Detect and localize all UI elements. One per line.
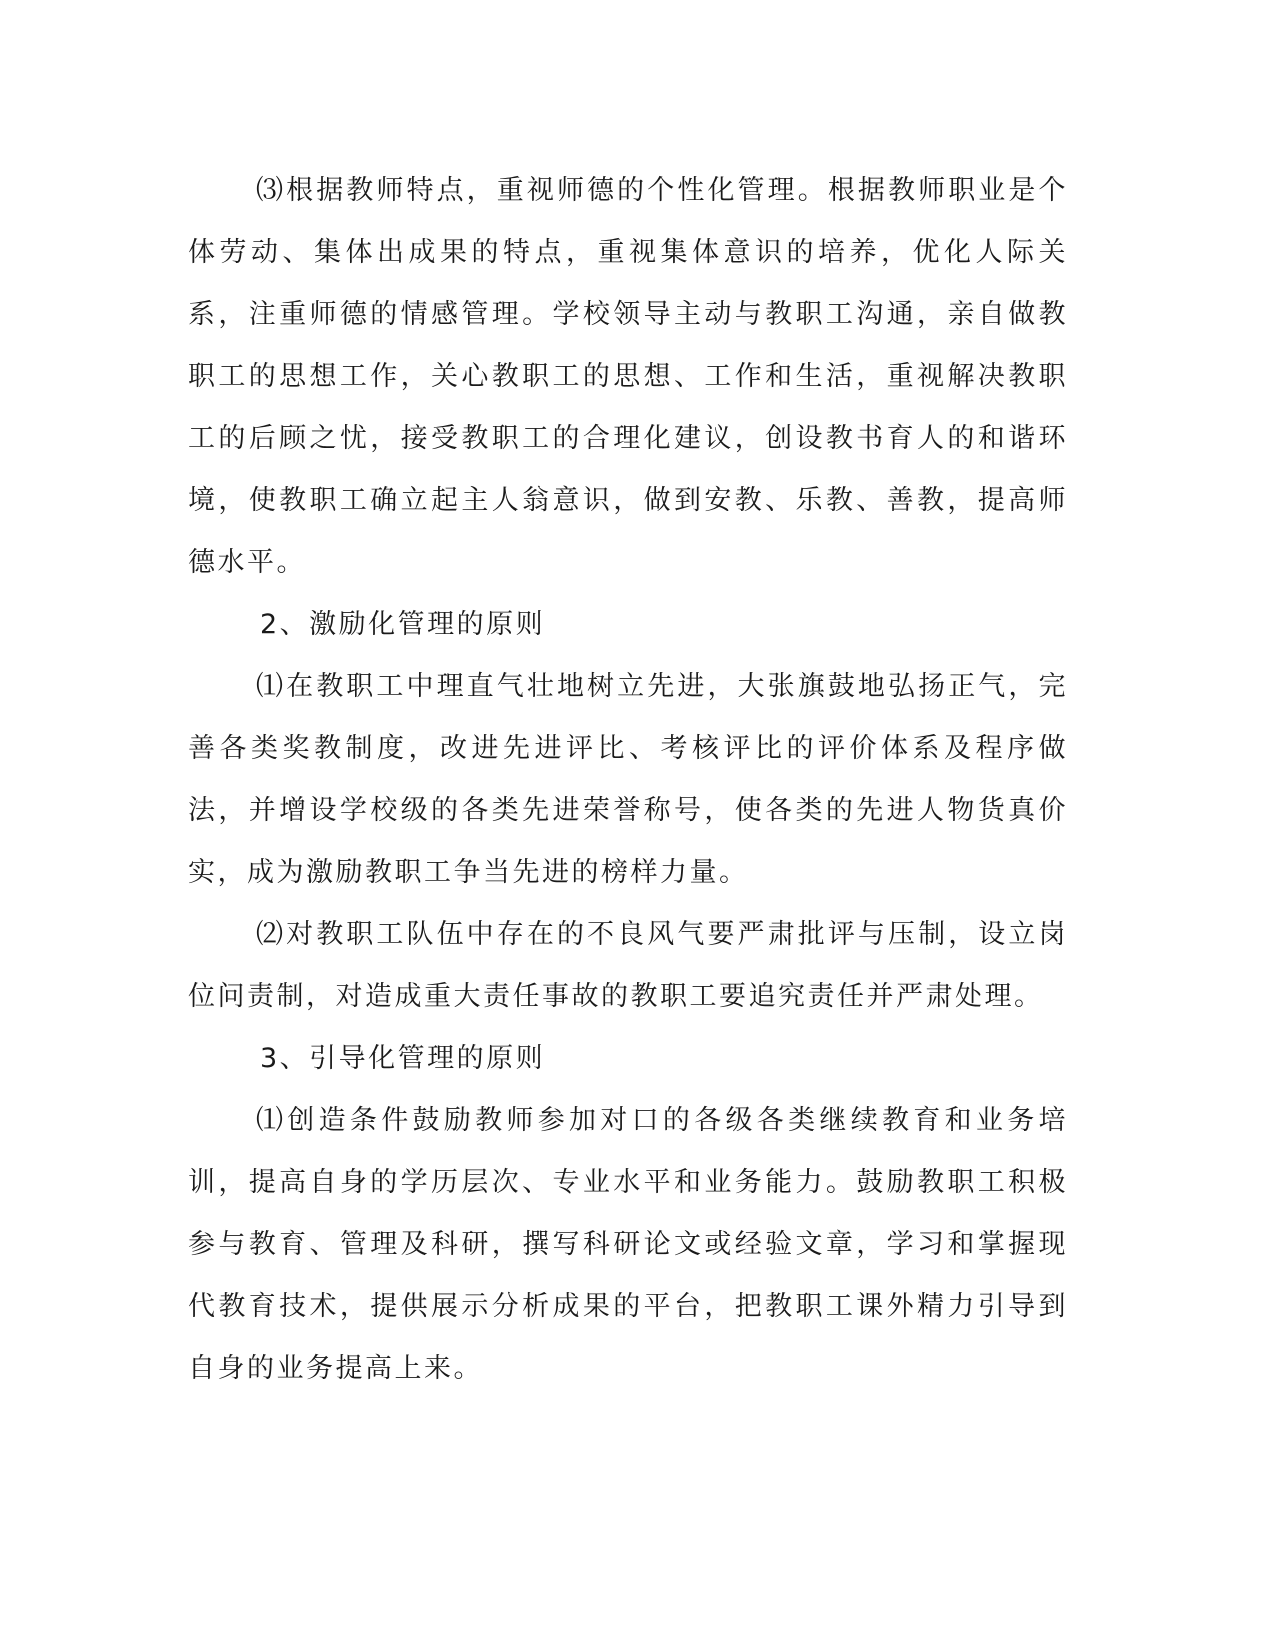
paragraph-continuing-education: ⑴创造条件鼓励教师参加对口的各级各类继续教育和业务培训，提高自身的学历层次、专业水平和业务能力。鼓励教职工积极参与教育、管理及科研，撰写科研论文或经验文章，学习和掌握现代教育技术，提供展示分析成果的平台，把教职工课外精力引导到自身的业务提高上来。 <box>188 1105 1068 1384</box>
section-heading-guidance-management: 3、引导化管理的原则 <box>260 1043 546 1074</box>
document-body <box>188 160 1068 1400</box>
paragraph-personalized-management: ⑶根据教师特点，重视师德的个性化管理。根据教师职业是个体劳动、集体出成果的特点，重视集体意识的培养，优化人际关系，注重师德的情感管理。学校领导主动与教职工沟通，亲自做教职工的思想工作，关心教职工的思想、工作和生活，重视解决教职工的后顾之忧，接受教职工的合理化建议，创设教书育人的和谐环境，使教职工确立起主人翁意识，做到安教、乐教、善教，提高师德水平。 <box>188 175 1068 578</box>
paragraph-set-up-models: ⑴在教职工中理直气壮地树立先进，大张旗鼓地弘扬正气，完善各类奖教制度，改进先进评比、考核评比的评价体系及程序做法，并增设学校级的各类先进荣誉称号，使各类的先进人物货真价实，成为激励教职工争当先进的榜样力量。 <box>188 671 1068 888</box>
section-heading-incentive-management: 2、激励化管理的原则 <box>260 609 546 640</box>
paragraph-accountability: ⑵对教职工队伍中存在的不良风气要严肃批评与压制，设立岗位问责制，对造成重大责任事故的教职工要追究责任并严肃处理。 <box>188 919 1068 1012</box>
